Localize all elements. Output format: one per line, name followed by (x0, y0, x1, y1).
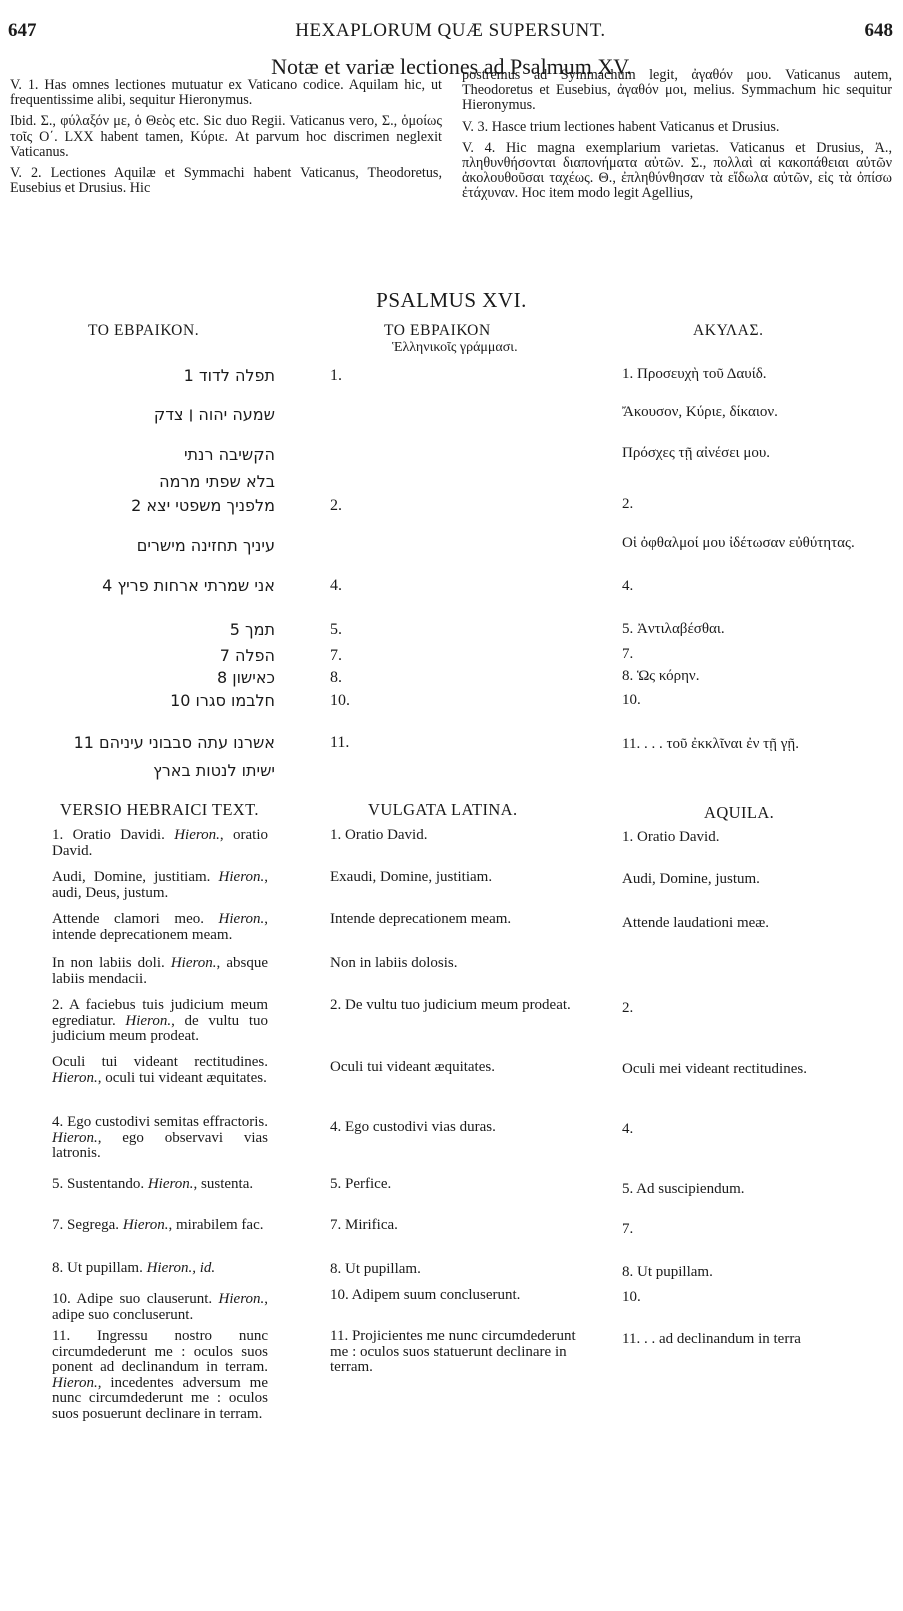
aquila-greek-line: 5. Ἀντιλαβέσθαι. (622, 621, 725, 637)
page-number-right: 648 (864, 20, 893, 41)
entry-text: , sustenta. (193, 1176, 254, 1192)
latin-hebrew-version-entry (52, 1055, 268, 1086)
latin-hebrew-version-entry (52, 828, 268, 859)
aquila-latin-entry: 10. (622, 1289, 641, 1305)
aquila-latin-entry: 11. . . ad declinandum in terra (622, 1331, 801, 1347)
entry-text: 10. Adipe suo clauserunt. (52, 1291, 219, 1307)
vulgata-entry: 7. Mirifica. (330, 1217, 398, 1233)
entry-text: In non labiis doli. (52, 955, 171, 971)
latin-head-1: VERSIO HEBRAICI TEXT. (60, 800, 259, 819)
vulgata-entry: 5. Perfice. (330, 1176, 392, 1192)
hieronymus-abbrev: Hieron. (174, 827, 220, 843)
entry-text: , oratio David. (52, 827, 268, 859)
vulgata-entry: 1. Oratio David. (330, 827, 428, 843)
entry-text: 11. Ingressu nostro nunc circumdederunt me : oculos suos ponent ad declinandum in terram. (52, 1328, 268, 1375)
verse-number: 5. (330, 621, 342, 638)
entry-text: Oculi tui videant rectitudines. (52, 1054, 268, 1070)
vulgata-entry: 11. Projicientes me nunc circumdederunt me : oculos suos statuerunt declinare in terram. (330, 1328, 576, 1375)
entry-text: Attende clamori meo. (52, 911, 219, 927)
verse-number: 11. (330, 734, 350, 751)
latin-hebrew-version-entry (52, 1261, 268, 1277)
hebrew-line: ישיתו לנטות בארץ (153, 761, 275, 780)
entry-text: 2. A faciebus tuis judicium meum egrediatur. (52, 997, 268, 1029)
hieronymus-abbrev: Hieron., id. (146, 1260, 216, 1276)
latin-hebrew-version-entry (52, 956, 268, 987)
notes-left-column (10, 78, 442, 202)
aquila-latin-entry: 5. Ad suscipiendum. (622, 1181, 745, 1197)
aquila-latin-entry: 7. (622, 1221, 634, 1237)
latin-head-2: VULGATA LATINA. (368, 800, 518, 819)
latin-head-3: AQUILA. (704, 803, 775, 822)
entry-text: , intende deprecationem meam. (52, 911, 268, 943)
hieronymus-abbrev: Hieron. (170, 955, 217, 971)
column-head-hebrew: ΤΟ ΕΒΡΑΙΚΟΝ. (88, 322, 200, 339)
aquila-greek-line: 1. Προσευχὴ τοῦ Δαυίδ. (622, 366, 767, 382)
vulgata-entry: 2. De vultu tuo judicium meum prodeat. (330, 997, 571, 1013)
aquila-greek-line: 2. (622, 496, 634, 512)
hebrew-line: כאישון 8 (216, 668, 275, 687)
entry-text: 1. Oratio Davidi. (52, 827, 175, 843)
notes-title: Notæ et variæ lectiones ad Psalmum XV. (271, 54, 632, 79)
entry-text: , ego observavi vias latronis. (52, 1129, 268, 1161)
hieronymus-abbrev: Hieron. (52, 1374, 98, 1391)
vulgata-entry: Non in labiis dolosis. (330, 955, 458, 971)
note-paragraph: Ibid. Σ., φύλαξόν με, ὁ Θεὸς etc. Sic duo Regii. Vaticanus vero, Σ., ὁμοίως τοῖς Ο΄. LXX habent tamen, Κύριε. At parvum hoc discrimen neglexit Vaticanus. (10, 113, 442, 160)
latin-hebrew-version-entry (52, 998, 268, 1045)
entry-text: , mirabilem fac. (168, 1217, 264, 1233)
entry-text: , adipe suo concluserunt. (52, 1291, 268, 1323)
aquila-latin-entry: 1. Oratio David. (622, 829, 720, 845)
note-paragraph: V. 1. Has omnes lectiones mutuatur ex Vaticano codice. Aquilam hic, ut frequentissime alibi, sequitur Hieronymus. (10, 77, 442, 109)
notes-right-column (462, 68, 892, 208)
entry-text: , absque labiis mendacii. (52, 955, 268, 987)
verse-number: 8. (330, 669, 342, 686)
vulgata-entry: 4. Ego custodivi vias duras. (330, 1119, 496, 1135)
column-head-translit: ΤΟ ΕΒΡΑΙΚΟΝ (384, 322, 491, 339)
latin-hebrew-version-entry (52, 1329, 268, 1422)
entry-text: Audi, Domine, justitiam. (52, 869, 219, 885)
hieronymus-abbrev: Hieron. (122, 1217, 169, 1233)
entry-text: 7. Segrega. (52, 1217, 123, 1233)
hieronymus-abbrev: Hieron. (218, 911, 265, 927)
note-paragraph: postremus ad Symmachum legit, ἀγαθόν μου. Vaticanus autem, Theodoretus et Eusebius, ἀγαθόν μοι, melius. Symmachum hic sequitur Hieronymus. (462, 67, 892, 114)
verse-number: 1. (330, 367, 342, 384)
hieronymus-abbrev: Hieron. (125, 1012, 172, 1029)
hebrew-line: הקשיבה רנתי (183, 445, 275, 464)
hebrew-line: חלבמו סגרו 10 (170, 691, 275, 710)
page-number-left: 647 (8, 20, 37, 41)
latin-hebrew-version-entry (52, 1177, 268, 1193)
note-paragraph: V. 4. Hic magna exemplarium varietas. Vaticanus et Drusius, Ἀ., πληθυνθήσονται διαπονήματα αὐτῶν. Σ., πολλαὶ αἱ κακοπάθειαι αὐτῶν ἀκολουθοῦσαι ταχέως. Θ., ἐπληθύνθησαν τὰ εἴδωλα αὐτῶν, εἰς τὰ ὀπίσω ἐτάχυναν. Hoc item modo legit Agellius, (462, 139, 892, 202)
aquila-greek-line: 10. (622, 692, 641, 708)
hebrew-line: אשרנו עתה סבבוני עיניהם 11 (73, 733, 275, 752)
hebrew-line: בלא שפתי מרמה (159, 472, 275, 491)
vulgata-entry: 8. Ut pupillam. (330, 1261, 421, 1277)
hieronymus-abbrev: Hieron. (218, 1291, 265, 1307)
verse-number: 2. (330, 497, 342, 514)
aquila-latin-entry: 4. (622, 1121, 634, 1137)
aquila-greek-line: Οἱ ὀφθαλμοί μου ἰδέτωσαν εὐθύτητας. (622, 535, 855, 551)
vulgata-entry: Exaudi, Domine, justitiam. (330, 869, 493, 885)
aquila-latin-entry: Audi, Domine, justum. (622, 871, 760, 887)
verse-number: 7. (330, 647, 342, 664)
vulgata-entry: 10. Adipem suum concluserunt. (330, 1287, 521, 1303)
aquila-latin-entry: 8. Ut pupillam. (622, 1264, 713, 1280)
aquila-greek-line: 7. (622, 646, 634, 662)
hieronymus-abbrev: Hieron. (218, 869, 265, 885)
verse-number: 10. (330, 692, 350, 709)
hebrew-line: תמך 5 (229, 620, 275, 639)
latin-hebrew-version-entry (52, 912, 268, 943)
hebrew-line: תפלה לדוד 1 (183, 366, 275, 385)
entry-text: , audi, Deus, justum. (52, 869, 268, 901)
entry-text: 8. Ut pupillam. (52, 1260, 147, 1276)
hieronymus-abbrev: Hieron. (52, 1069, 98, 1086)
hebrew-line: שמעה יהוה ׀ צדק (153, 405, 275, 424)
aquila-latin-entry: Attende laudationi meæ. (622, 915, 770, 931)
entry-text: , incedentes adversum me nunc circumdederunt me : oculos suos posuerunt declinare in terram. (52, 1374, 268, 1422)
latin-hebrew-version-entry (52, 1292, 268, 1323)
hieronymus-abbrev: Hieron. (52, 1129, 98, 1146)
psalm-title: PSALMUS XVI. (376, 288, 527, 312)
latin-hebrew-version-entry (52, 1218, 268, 1234)
latin-hebrew-version-entry (52, 870, 268, 901)
aquila-latin-entry: Oculi mei videant rectitudines. (622, 1061, 807, 1077)
hebrew-line: מלפניך משפטי יצא 2 (131, 496, 275, 515)
column-head-aquila: ΑΚΥΛΑΣ. (693, 322, 764, 339)
vulgata-entry: Intende deprecationem meam. (330, 911, 512, 927)
vulgata-entry: Oculi tui videant æquitates. (330, 1059, 495, 1075)
latin-hebrew-version-entry (52, 1115, 268, 1162)
aquila-latin-entry: 2. (622, 1000, 634, 1016)
aquila-greek-line: 4. (622, 578, 634, 594)
entry-text: 4. Ego custodivi semitas effractoris. (52, 1114, 268, 1130)
hebrew-line: הפלה 7 (219, 646, 275, 665)
aquila-greek-line: 11. . . . τοῦ ἐκκλῖναι ἐν τῇ γῇ. (622, 736, 799, 752)
aquila-greek-line: Πρόσχες τῇ αἰνέσει μου. (622, 445, 771, 461)
hebrew-line: אני שמרתי ארחות פריץ 4 (102, 576, 275, 595)
running-title: HEXAPLORUM QUÆ SUPERSUNT. (295, 20, 606, 41)
verse-number: 4. (330, 577, 342, 594)
aquila-greek-line: Ἄκουσον, Κύριε, δίκαιον. (622, 404, 778, 420)
note-paragraph: V. 2. Lectiones Aquilæ et Symmachi habent Vaticanus, Theodoretus, Eusebius et Drusius. Hic (10, 165, 442, 197)
entry-text: 5. Sustentando. (52, 1176, 148, 1192)
hebrew-line: עיניך תחזינה מישרים (136, 536, 275, 555)
page-header (8, 20, 893, 50)
hieronymus-abbrev: Hieron. (147, 1176, 194, 1192)
entry-text: , oculi tui videant æquitates. (97, 1069, 267, 1086)
aquila-greek-line: 8. Ὡς κόρην. (622, 668, 700, 684)
entry-text: , de vultu tuo judicium meum prodeat. (52, 1012, 268, 1044)
column-subhead-translit: Ἑλληνικοῖς γράμμασι. (392, 340, 518, 355)
note-paragraph: V. 3. Hasce trium lectiones habent Vaticanus et Drusius. (462, 118, 780, 135)
